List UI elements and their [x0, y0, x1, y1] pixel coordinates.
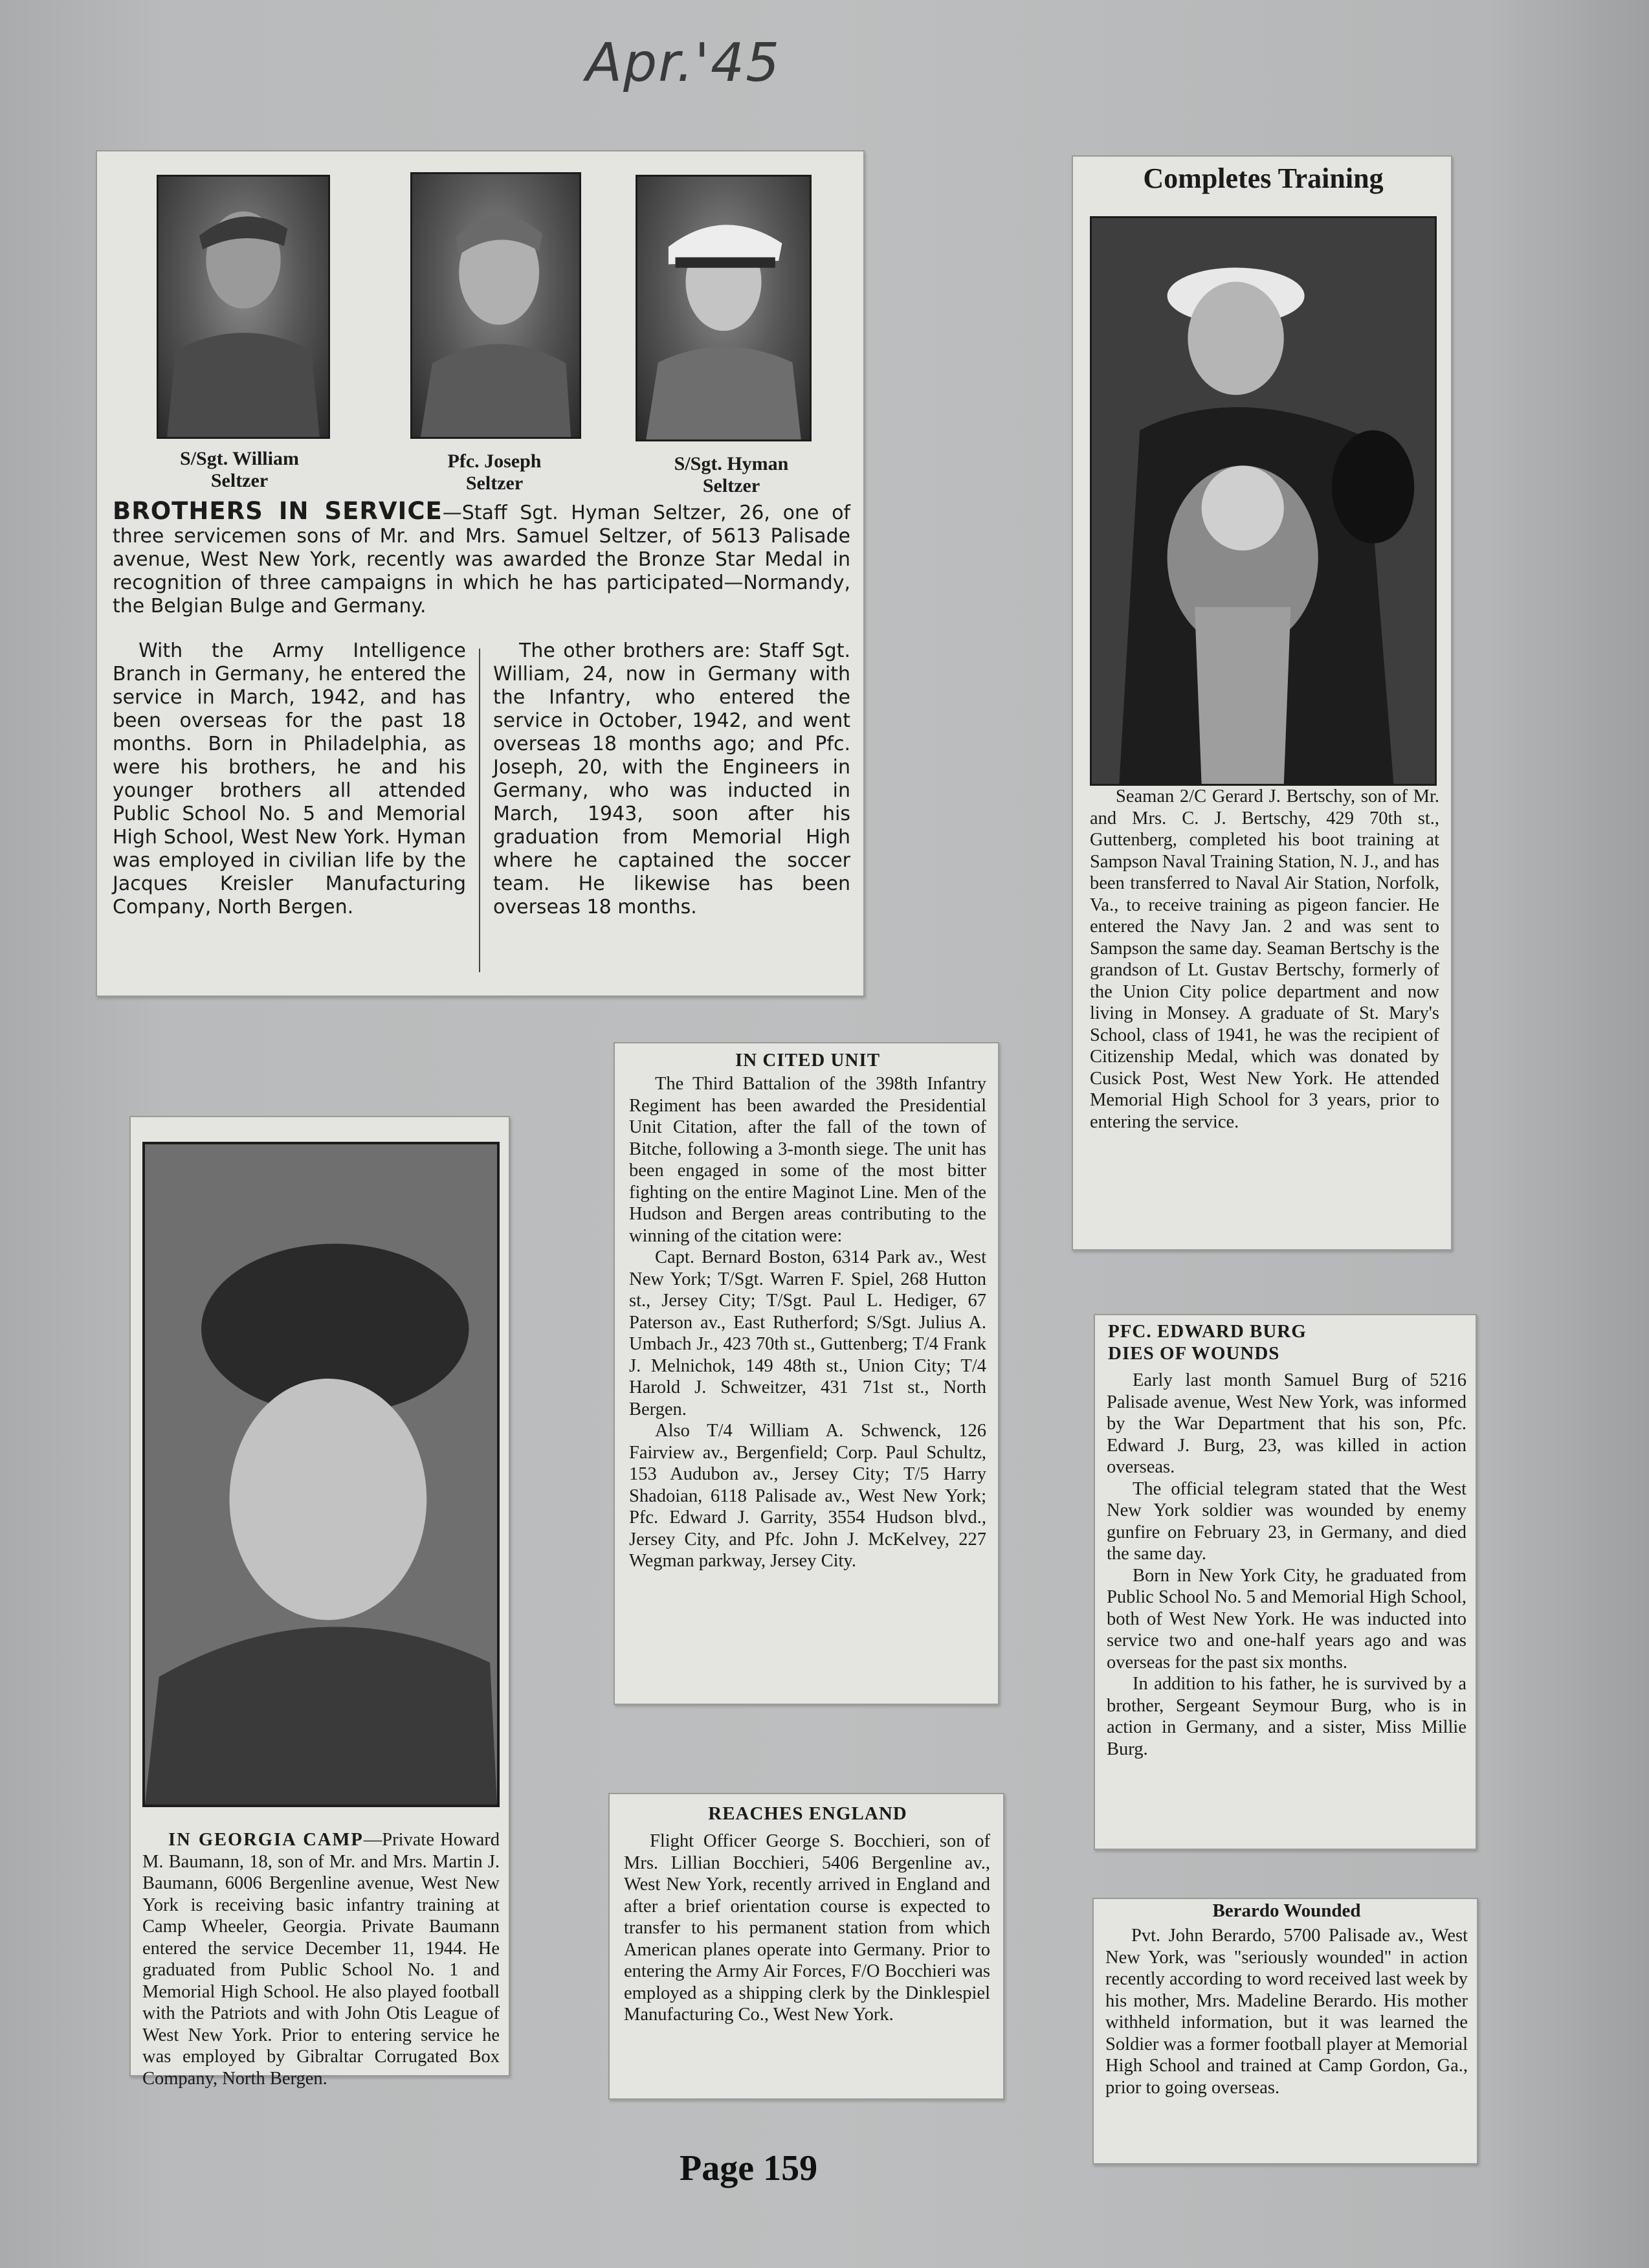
cited-unit-paragraph: Also T/4 William A. Schwenck, 126 Fairview av., Bergenfield; Corp. Paul Schultz, 153 Audubon av., Jersey City; T/5 Harry Shadoian, 6118 Palisade av., West New York; Pfc. Edward J. Garrity, 3554 Hudson blvd., Jersey City, and Pfc. John J. McKelvey, 227 Wegman parkway, Jersey City.: [629, 1421, 986, 1571]
burg-paragraph: Born in New York City, he graduated from Public School No. 5 and Memorial High School, both of West New York. He was inducted into service two and one-half years ago and was overseas for the past six months.: [1107, 1565, 1466, 1673]
clipping-edward-burg: [1094, 1314, 1477, 1850]
brothers-lead-paragraph: BROTHERS IN SERVICE—Staff Sgt. Hyman Seltzer, 26, one of three servicemen sons of Mr. and Mrs. Samuel Seltzer, of 5613 Palisade avenue, West New York, recently was awarded the Bronze Star Medal in recognition of three campaigns in which he has participated—Normandy, the Belgian Bulge and Germany.: [113, 497, 850, 617]
burg-paragraph: In addition to his father, he is survived by a brother, Sergeant Seymour Burg, who is in action in Germany, and a sister, Miss Millie Burg.: [1107, 1674, 1466, 1759]
cited-unit-paragraph: The Third Battalion of the 398th Infantry Regiment has been awarded the Presidential Unit Citation, after the fall of the town of Bitche, following a 3-month siege. The unit has been engaged in some of the most bitter fighting on the entire Maginot Line. Men of the Hudson and Bergen areas contributing to the winning of the citation were:: [629, 1074, 986, 1246]
page-number: Page 159: [680, 2148, 818, 2188]
caption-hyman: S/Sgt. Hyman Seltzer: [674, 453, 789, 496]
cited-unit-text: [629, 1073, 986, 1572]
england-headline: REACHES ENGLAND: [708, 1803, 907, 1824]
clipping-in-georgia-camp: [129, 1116, 510, 2089]
england-article-text: Flight Officer George S. Bocchieri, son of Mrs. Lillian Bocchieri, 5406 Bergenline av., West New York, recently arrived in England and after a brief orientation course is expected to transfer to his permanent station from which American planes operate into Germany. Prior to entering the Army Air Forces, F/O Bocchieri was employed as a shipping clerk by the Dinklespiel Manufacturing Co., West New York.: [624, 1831, 990, 2025]
burg-paragraph: The official telegram stated that the West New York soldier was wounded by enemy gunfire on February 23, in Germany, and died the same day.: [1107, 1478, 1466, 1564]
georgia-article-text: IN GEORGIA CAMP—Private Howard M. Baumann, 18, son of Mr. and Mrs. Martin J. Baumann, 6006 Bergenline avenue, West New York is receiving basic infantry training at Camp Wheeler, Georgia. Private Baumann entered the service December 11, 1944. He graduated from Public School No. 1 and Memorial High School. He also played football with the Patriots and with John Otis League of West New York. Prior to entering service he was employed by Gibraltar Corrugated Box Company, North Bergen.: [142, 1830, 500, 2089]
cited-unit-headline: IN CITED UNIT: [735, 1050, 881, 1071]
berardo-headline: Berardo Wounded: [1212, 1900, 1361, 1921]
photo-william-seltzer: [157, 175, 330, 439]
training-headline: Completes Training: [1143, 162, 1384, 194]
burg-headline: PFC. EDWARD BURG DIES OF WOUNDS: [1108, 1321, 1307, 1364]
clipping-completes-training: [1072, 155, 1452, 1251]
column-divider: [479, 649, 480, 972]
caption-joseph: Pfc. Joseph Seltzer: [447, 450, 542, 494]
photo-joseph-seltzer: [410, 172, 581, 439]
brothers-headline: BROTHERS IN SERVICE: [113, 497, 443, 525]
burg-paragraph: Early last month Samuel Burg of 5216 Palisade avenue, West New York, was informed by the War Department that his son, Pfc. Edward J. Burg, 23, was killed in action overseas.: [1107, 1370, 1466, 1477]
brothers-column-2: The other brothers are: Staff Sgt. William, 24, now in Germany with the Infantry, who entered the service in October, 1942, and went overseas 18 months ago; and Pfc. Joseph, 20, with the Engineers in Germany, who was inducted in March, 1943, soon after his graduation from Memorial High where he captained the soccer team. He likewise has been overseas 18 months.: [493, 639, 850, 918]
berardo-article-text: Pvt. John Berardo, 5700 Palisade av., West New York, was "seriously wounded" in action recently according to word received last week by his mother, Mrs. Madeline Berardo. His mother withheld information, but it was learned the Soldier was a former football player at Memorial High School and trained at Camp Gordon, Ga., prior to going overseas.: [1105, 1926, 1468, 2098]
clipping-berardo-wounded: [1092, 1898, 1478, 2164]
photo-howard-baumann: [142, 1142, 500, 1807]
handwritten-date: Apr.'45: [586, 32, 781, 94]
photo-gerard-bertschy-with-dog: [1090, 216, 1437, 786]
clipping-reaches-england: [608, 1793, 1004, 2100]
training-article-text: Seaman 2/C Gerard J. Bertschy, son of Mr. and Mrs. C. J. Bertschy, 429 70th st., Guttenberg, completed his boot training at Sampson Naval Training Station, N. J., and has been transferred to Naval Air Station, Norfolk, Va., to receive training as pigeon fancier. He entered the Navy Jan. 2 and was sent to Sampson the same day. Seaman Bertschy is the grandson of Lt. Gustav Bertschy, formerly of the Union City police department and now living in Monsey. A graduate of St. Mary's School, class of 1941, he was the recipient of Citizenship Medal, which was donated by Cusick Post, West New York. He attended Memorial High School for 3 years, prior to entering the service.: [1090, 786, 1439, 1132]
georgia-headline: IN GEORGIA CAMP: [168, 1830, 364, 1850]
clipping-brothers-in-service: [96, 150, 865, 997]
photo-hyman-seltzer: [636, 175, 812, 441]
burg-text: [1107, 1370, 1466, 1760]
brothers-column-1: With the Army Intelligence Branch in Germany, he entered the service in March, 1942, and has been overseas for the past 18 months. Born in Philadelphia, as were his brothers, he and his younger brothers all attended Public School No. 5 and Memorial High School, West New York. Hyman was employed in civilian life by the Jacques Kreisler Manufacturing Company, North Bergen.: [113, 639, 466, 918]
caption-william: S/Sgt. William Seltzer: [180, 448, 299, 491]
clipping-in-cited-unit: [614, 1042, 999, 1705]
cited-unit-paragraph: Capt. Bernard Boston, 6314 Park av., West New York; T/Sgt. Warren F. Spiel, 268 Hutton st., Jersey City; T/Sgt. Paul L. Hediger, 67 Paterson av., East Rutherford; S/Sgt. Julius A. Umbach Jr., 423 70th st., Guttenberg; T/4 Frank J. Melnichok, 149 48th st., Union City; T/4 Harold J. Schweitzer, 431 71st st., North Bergen.: [629, 1247, 986, 1419]
